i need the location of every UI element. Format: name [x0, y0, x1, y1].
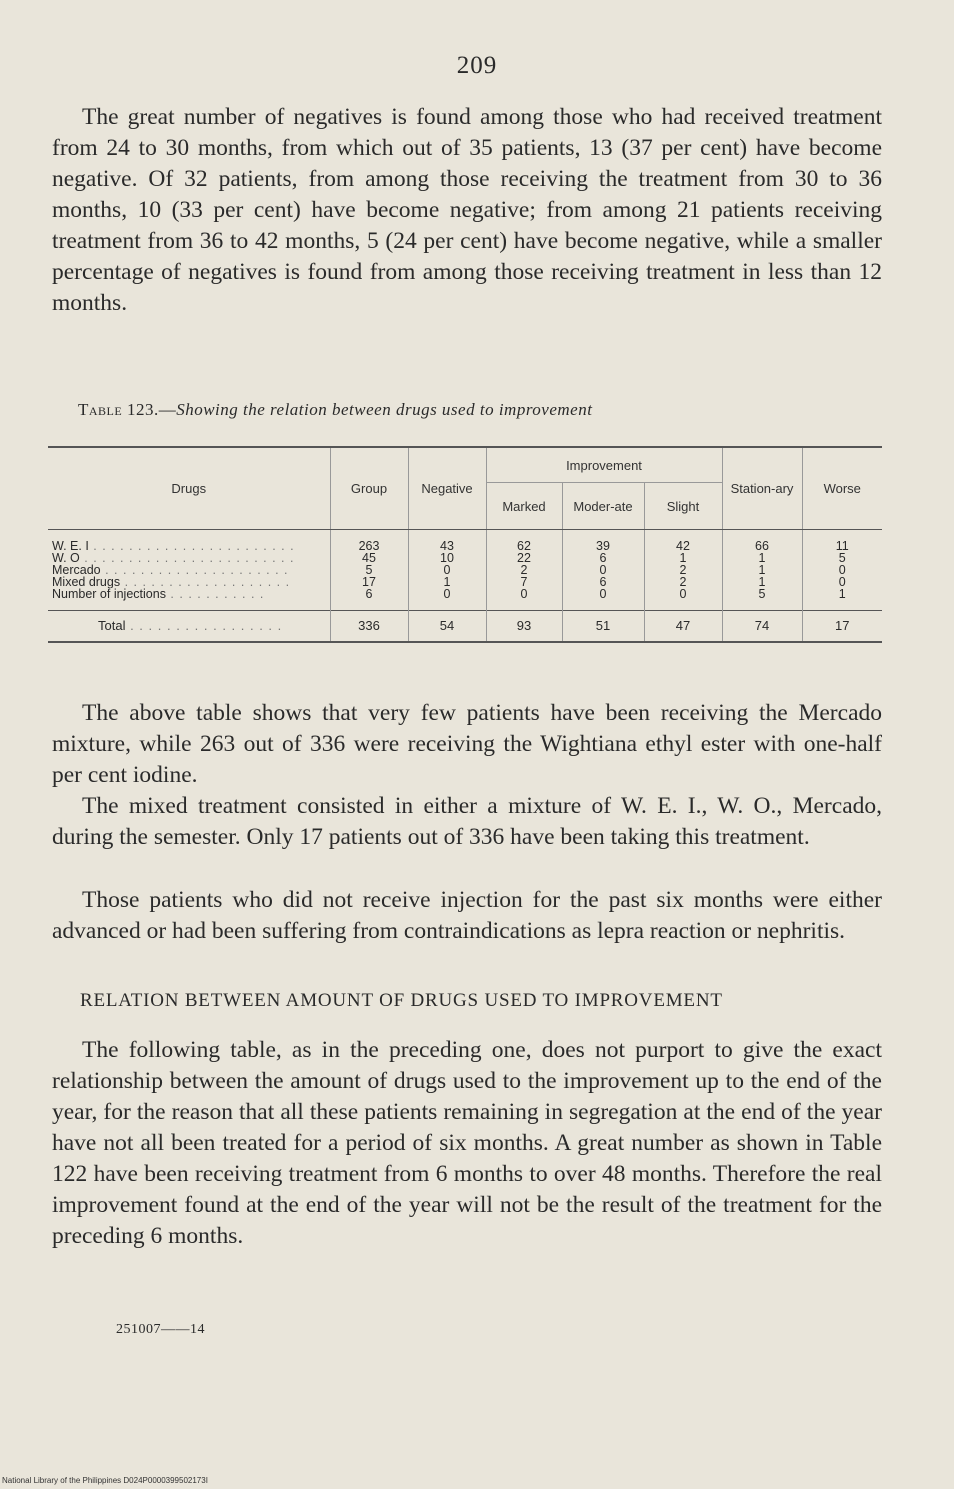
- cell-total-worse: 17: [802, 611, 882, 643]
- header-negative: Negative: [408, 447, 486, 530]
- cell-stationary: 66: [722, 530, 802, 553]
- cell-slight: 0: [644, 588, 722, 611]
- cell-negative: 10: [408, 552, 486, 564]
- table-caption: [78, 400, 868, 420]
- leader-dots: . . . . . . . . . . . . . . . . . . . . . . .: [88, 539, 295, 552]
- table-row: [48, 552, 882, 564]
- cell-drug: [48, 530, 330, 553]
- cell-worse: 0: [802, 576, 882, 588]
- header-worse: Worse: [802, 447, 882, 530]
- header-marked: Marked: [486, 483, 562, 530]
- cell-stationary: 1: [722, 564, 802, 576]
- cell-slight: 42: [644, 530, 722, 553]
- leader-dots: . . . . . . . . . . . . . . . . . . .: [120, 576, 291, 588]
- total-label: Total: [98, 618, 126, 633]
- paragraph-table-summary: The above table shows that very few patients have been receiving the Mercado mixture, while 263 out of 336 were receiving the Wightiana ethyl ester with one-half per cent iodine.: [52, 700, 882, 788]
- cell-group: 45: [330, 552, 408, 564]
- paragraph-negatives-by-duration: The great number of negatives is found among those who had received treatment from 24 to 30 months, from which out of 35 patients, 13 (37 per cent) have become negative. Of 32 patients, from among those receiving the treatment from 30 to 36 months, 10 (33 per cent) have become negative; from among 21 patients receiving treatment from 36 to 42 months, 5 (24 per cent) have become negative, while a smaller percentage of negatives is found from among those receiving treatment in less than 12 months.: [52, 104, 882, 316]
- table-caption-text: Showing the relation between drugs used to improvement: [176, 400, 593, 419]
- cell-total-stationary: 74: [722, 611, 802, 643]
- leader-dots: . . . . . . . . . . . . . . . . .: [125, 618, 283, 633]
- cell-slight: 2: [644, 564, 722, 576]
- cell-marked: 7: [486, 576, 562, 588]
- leader-dots: . . . . . . . . . . . . . . . . . . . . . . . .: [79, 552, 295, 564]
- cell-moderate: 6: [562, 552, 644, 564]
- cell-drug: [48, 588, 330, 611]
- table-row: [48, 564, 882, 576]
- cell-total-slight: 47: [644, 611, 722, 643]
- table-caption-label: Table 123.: [78, 400, 159, 419]
- cell-drug: [48, 552, 330, 564]
- paragraph-mixed-treatment: The mixed treatment consisted in either a mixture of W. E. I., W. O., Mercado, during the semester. Only 17 patients out of 336 have been taking this treatment.: [52, 793, 882, 850]
- cell-total-moderate: 51: [562, 611, 644, 643]
- table-row: [48, 530, 882, 553]
- table-total-row: [48, 611, 882, 643]
- cell-group: 6: [330, 588, 408, 611]
- header-group: Group: [330, 447, 408, 530]
- cell-slight: 2: [644, 576, 722, 588]
- drug-label: W. E. I: [52, 539, 89, 552]
- cell-marked: 62: [486, 530, 562, 553]
- header-slight: Slight: [644, 483, 722, 530]
- drug-label: Mixed drugs: [52, 576, 121, 588]
- cell-total-negative: 54: [408, 611, 486, 643]
- cell-stationary: 5: [722, 588, 802, 611]
- paragraph-following-table: The following table, as in the preceding one, does not purport to give the exact relationship between the amount of drugs used to the improvement up to the end of the year, for the reason that all these patients remaining in segregation at the end of the year have not all been treated for a period of six months. A great number as shown in Table 122 have been receiving treatment from 6 months to over 48 months. Therefore the real improvement found at the end of the year will not be the result of the treatment for the preceding 6 months.: [52, 1037, 882, 1249]
- cell-group: 263: [330, 530, 408, 553]
- cell-moderate: 6: [562, 576, 644, 588]
- paragraph-no-injection: Those patients who did not receive injection for the past six months were either advanced or had been suffering from contraindications as lepra reaction or nephritis.: [52, 887, 882, 944]
- cell-total-group: 336: [330, 611, 408, 643]
- cell-total-label: [48, 611, 330, 643]
- drug-label: Mercado: [52, 564, 101, 576]
- leader-dots: . . . . . . . . . . .: [165, 588, 265, 601]
- cell-marked: 22: [486, 552, 562, 564]
- cell-slight: 1: [644, 552, 722, 564]
- cell-moderate: 0: [562, 564, 644, 576]
- cell-stationary: 1: [722, 576, 802, 588]
- section-heading: RELATION BETWEEN AMOUNT OF DRUGS USED TO IMPROVEMENT: [80, 990, 723, 1011]
- cell-group: 17: [330, 576, 408, 588]
- cell-drug: [48, 564, 330, 576]
- cell-negative: 1: [408, 576, 486, 588]
- page-number: 209: [456, 52, 498, 79]
- cell-negative: 43: [408, 530, 486, 553]
- drug-label: Number of injections: [52, 588, 166, 601]
- cell-marked: 0: [486, 588, 562, 611]
- header-moderate: Moder-ate: [562, 483, 644, 530]
- header-stationary: Station-ary: [722, 447, 802, 530]
- cell-marked: 2: [486, 564, 562, 576]
- cell-negative: 0: [408, 588, 486, 611]
- drug-label: W. O: [52, 552, 80, 564]
- library-stamp: National Library of the Philippines D024P0000399502173I: [2, 1476, 208, 1485]
- cell-stationary: 1: [722, 552, 802, 564]
- header-improvement: Improvement: [486, 447, 722, 483]
- leader-dots: . . . . . . . . . . . . . . . . . . . . .: [100, 564, 289, 576]
- cell-moderate: 0: [562, 588, 644, 611]
- cell-total-marked: 93: [486, 611, 562, 643]
- cell-group: 5: [330, 564, 408, 576]
- cell-negative: 0: [408, 564, 486, 576]
- cell-worse: 0: [802, 564, 882, 576]
- cell-drug: [48, 576, 330, 588]
- printer-code: 251007——14: [116, 1322, 205, 1337]
- table-row: [48, 576, 882, 588]
- cell-worse: 1: [802, 588, 882, 611]
- header-drugs: Drugs: [48, 447, 330, 530]
- table-row: [48, 588, 882, 611]
- table-caption-separator: —: [158, 400, 177, 419]
- cell-worse: 11: [802, 530, 882, 553]
- cell-worse: 5: [802, 552, 882, 564]
- cell-moderate: 39: [562, 530, 644, 553]
- drugs-improvement-table: [48, 446, 882, 643]
